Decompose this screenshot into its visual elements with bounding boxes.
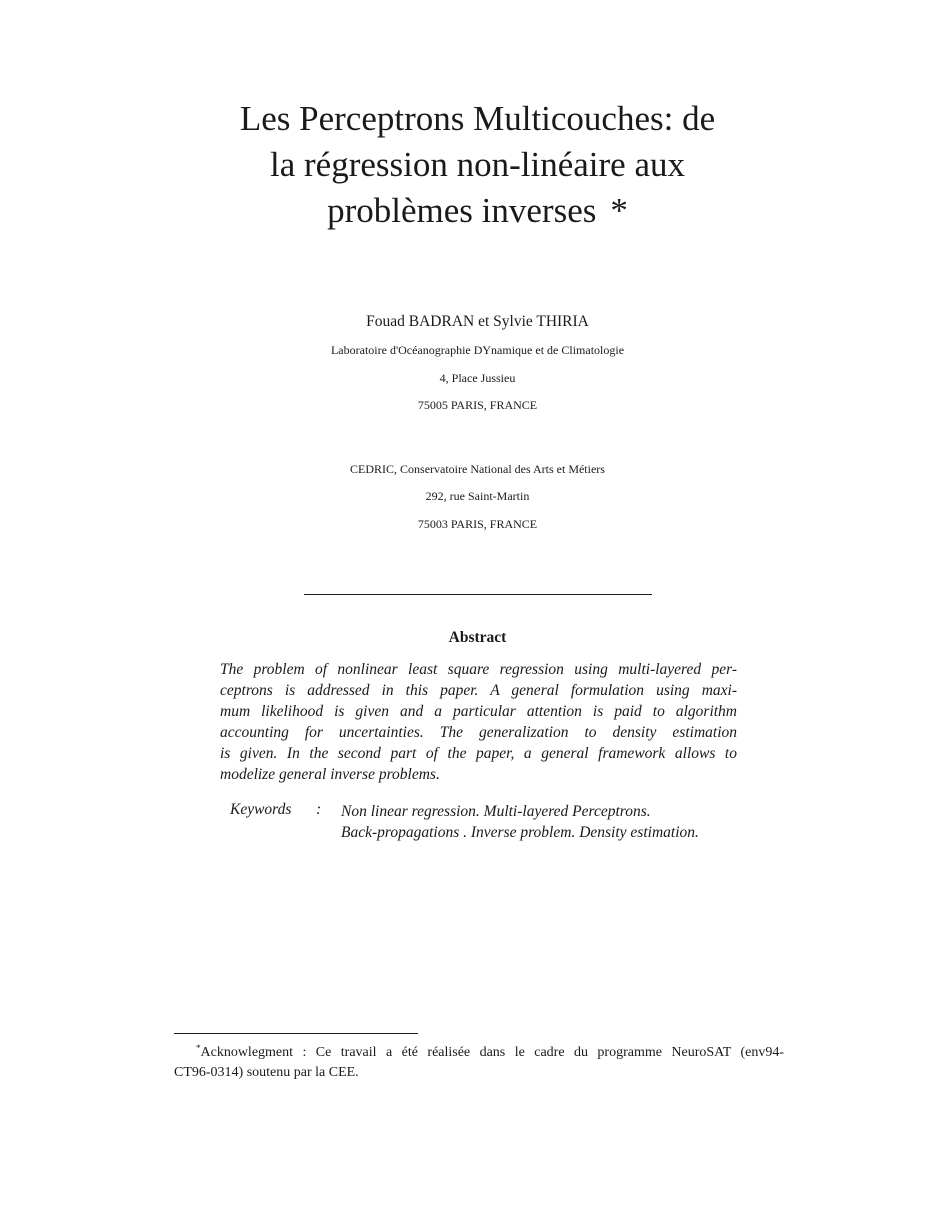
footnote-line-2: CT96-0314) soutenu par la CEE. [174,1065,359,1080]
affiliation-2-line-3: 75003 PARIS, FRANCE [417,517,538,531]
author-names: Fouad BADRAN et Sylvie THIRIA [366,313,589,330]
footnote-line-1 [174,1038,784,1063]
footnote [174,1038,784,1083]
footnote-rule [174,1033,418,1034]
keywords-line-2: Back-propagations . Inverse problem. Density estimation. [341,824,699,841]
abstract-line-5: is given. In the second part of the paper, a general framework allows to [220,745,737,762]
affiliation-1-line-3: 75005 PARIS, FRANCE [417,398,538,412]
title-line-1: Les Perceptrons Multicouches: de [239,99,716,138]
keywords-label: Keywords [230,801,292,818]
abstract-line-1: The problem of nonlinear least square regression using multi-layered per- [220,661,737,678]
affiliation-2-line-2: 292, rue Saint-Martin [425,489,530,503]
abstract-line-2: ceptrons is addressed in this paper. A general formulation using maxi- [220,682,737,699]
abstract-line-3: mum likelihood is given and a particular attention is paid to algorithm [220,703,737,720]
title-separator-rule [304,594,652,595]
footnote-mark: * [196,1043,201,1053]
affiliation-1-line-1: Laboratoire d'Océanographie DYnamique et de Climatologie [330,343,625,357]
abstract-heading: Abstract [448,629,507,646]
title-line-2: la régression non-linéaire aux [270,145,685,184]
footnote-line-1-text: Acknowlegment : Ce travail a été réalisée dans le cadre du programme NeuroSAT (env94- [200,1045,784,1060]
keywords-separator: : [316,801,322,818]
abstract-body [220,659,737,785]
keywords-list [341,801,699,843]
affiliation-1-line-2: 4, Place Jussieu [439,371,516,385]
abstract-line-4: accounting for uncertainties. The generalization to density estimation [220,724,737,741]
abstract-line-6: modelize general inverse problems. [220,766,440,783]
keywords-line-1: Non linear regression. Multi-layered Perceptrons. [341,803,651,820]
affiliation-2-line-1: CEDRIC, Conservatoire National des Arts et Métiers [350,462,605,476]
paper-title [150,96,805,234]
title-line-3-text: problèmes inverses [327,191,597,230]
title-line-3 [150,188,805,234]
title-footnote-mark: * [610,191,628,230]
